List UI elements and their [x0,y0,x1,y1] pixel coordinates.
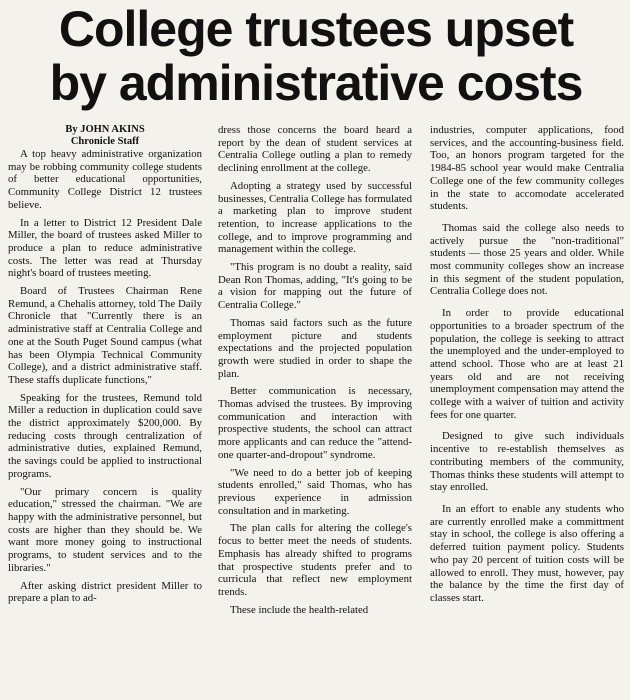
paragraph: Board of Trustees Chairman Rene Remund, a Chehalis attorney, told The Daily Chronicle that "Currently there is an administrative staff at Centralia College and one at the South Puget Sound campus (what has been Olympia Technical Community College), and a district administrative staff. These staffs duplicate functions," [8,285,202,386]
paragraph: Thomas said the college also needs to actively pursue the "non-traditional" students — those 25 years and older. While most community colleges show an increase in this segment of the student population, Centralia College does not. [430,221,624,298]
byline [8,124,202,148]
headline-line-2: by administrative costs [49,55,583,111]
article-column-2 [218,124,412,621]
byline-staff: Chronicle Staff [70,136,140,147]
headline [12,2,620,110]
paragraph-continued: dress those concerns the board heard a report by the dean of student services at Centralia College outling a plan to remedy declining enrollment at the college. [218,124,412,175]
paragraph: These include the health-related [230,603,369,616]
paragraph: "Our primary concern is quality education," stressed the chairman. "We are happy with the administrative personnel, but costs are higher than they should be. We want more money going to instructional programs, to student services and to the libraries." [8,485,202,574]
paragraph: "This program is no doubt a reality, said Dean Ron Thomas, adding, "It's going to be a vision for mapping out the future of Centralia College." [218,261,412,312]
paragraph: Adopting a strategy used by successful businesses, Centralia College has formulated a marketing plan to improve student retention, to increase applications to the college, and to improve programming and management within the college. [218,179,412,256]
paragraph: Speaking for the trustees, Remund told Miller a reduction in duplication could save the district approximately $200,000. By reducing costs through centralization of administrative duties, explained Remund, the savings could be applied to instructional programs. [8,391,202,480]
paragraph: In an effort to enable any students who are currently enrolled make a committment stay in school, the college is also offering a deferred tuition payment policy. Students who pay 20 percent of tuition costs will be allowed to enroll. They must, however, pay the balance by the time the first day of classes start. [430,502,624,604]
paragraph: Designed to give such individuals incentive to re-establish themselves as contributing members of the community, Thomas thinks these students will attempt to stay enrolled. [430,430,624,494]
paragraph: Better communication is necessary, Thomas advised the trustees. By improving communication and interaction with prospective students, the school can attract more applicants and can reduce the "attend-one quarter-and-dropout" syndrome. [218,385,412,461]
article-column-3 [430,124,624,614]
headline-line-1: College trustees upset [58,1,574,57]
article-column-1 [8,124,202,610]
paragraph: Thomas said factors such as the future employment picture and students expectations and the projected population growth were studied in order to shape the plan. [218,316,412,380]
paragraph: After asking district president Miller to prepare a plan to ad- [8,579,202,605]
paragraph: In order to provide educational opportunities to a broader spectrum of the population, the college is seeking to attract the unemployed and the under-employed to attend school. Those who are at least 21 years old and are not receiving unemployment compensation may attend the college with a waiver of tuition and activity fees for one quarter. [430,307,624,421]
paragraph: "We need to do a better job of keeping students enrolled," said Thomas, who has previous experience in admission consultation and in marketing. [218,466,412,517]
byline-author: By JOHN AKINS [65,124,145,135]
paragraph: In a letter to District 12 President Dale Miller, the board of trustees asked Miller to produce a plan to reduce administrative costs. The letter was read at Thursday night's board of trustees meeting. [8,216,202,280]
paragraph: A top heavy administrative organization may be robbing community college students of better educational opportunities, Community College District 12 trustees believe. [8,148,202,211]
paragraph: The plan calls for altering the college's focus to better meet the needs of students. Emphasis has already shifted to programs that prospective students prefer and to curricula that reflect new employment trends. [218,522,412,598]
paragraph-continued: industries, computer applications, food services, and the accounting-business field. Too, an honors program targeted for the 1984-85 school year would make Centralia College one of the few community colleges in the state to accomodate accelerated students. [430,124,624,213]
